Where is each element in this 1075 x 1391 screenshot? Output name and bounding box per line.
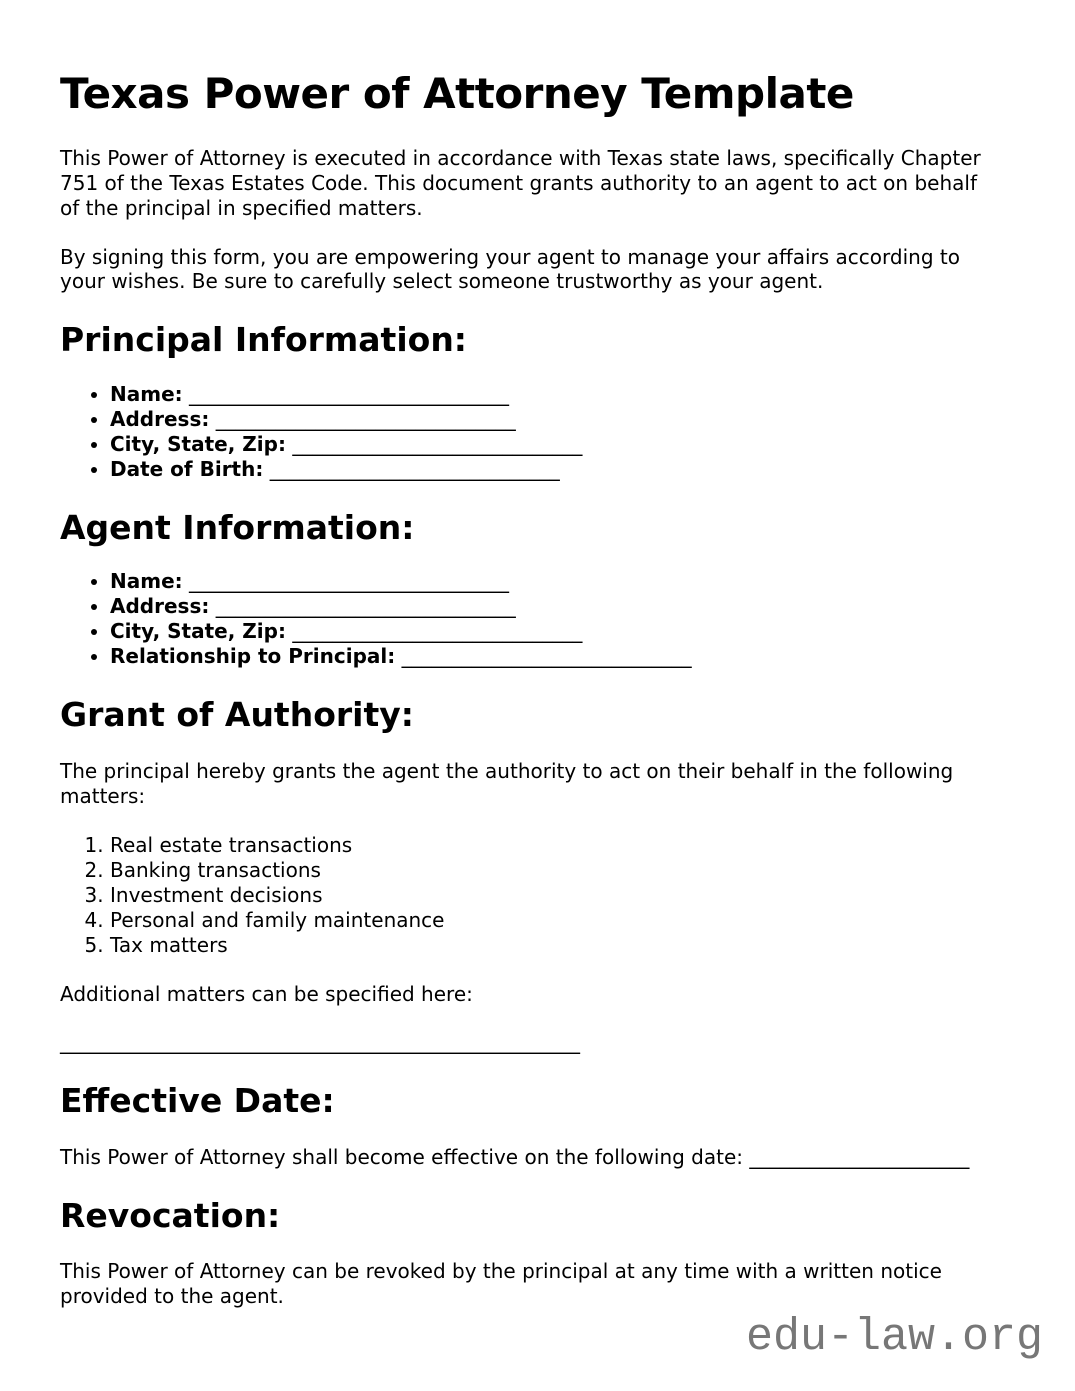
field-label: Name:	[110, 381, 183, 406]
grant-of-authority-heading: Grant of Authority:	[60, 695, 414, 735]
edu-law-watermark: edu-law.org	[745, 1312, 1043, 1363]
principal-city-state-zip-field	[110, 432, 1000, 457]
agent-address-field	[110, 594, 1000, 619]
field-blank-line: _____________________________	[292, 431, 583, 456]
document-title: Texas Power of Attorney Template	[60, 69, 854, 118]
field-label: Relationship to Principal:	[110, 644, 396, 669]
field-label: City, State, Zip:	[110, 431, 286, 456]
additional-matters-label: Additional matters can be specified here:	[60, 981, 473, 1006]
field-label: Date of Birth:	[110, 456, 264, 481]
authority-matter-item: 2. Banking transactions	[110, 858, 1000, 883]
principal-information-heading: Principal Information:	[60, 320, 468, 360]
authority-matter-item: 4. Personal and family maintenance	[110, 908, 1000, 933]
agent-relationship-field	[110, 644, 1000, 669]
agent-name-field	[110, 569, 1000, 594]
additional-matters-blank-line: ____________________________________________________	[60, 1030, 580, 1055]
field-blank-line: ______________________________	[215, 406, 516, 431]
authority-matter-item: 3. Investment decisions	[110, 883, 1000, 908]
principal-fields-list	[60, 382, 1000, 482]
field-label: City, State, Zip:	[110, 619, 286, 644]
principal-date-of-birth-field	[110, 457, 1000, 482]
field-blank-line: _____________________________	[269, 456, 560, 481]
field-blank-line: ______________________________	[215, 594, 516, 619]
field-label: Address:	[110, 406, 210, 431]
agent-city-state-zip-field	[110, 619, 1000, 644]
intro-paragraph-1: This Power of Attorney is executed in accordance with Texas state laws, specifically Chapter 751 of the Texas Estates Code. This document grants authority to an agent to act on behalf of the principal in specified matters.	[60, 146, 981, 220]
authority-matter-item: 5. Tax matters	[110, 933, 1000, 958]
agent-fields-list	[60, 569, 1000, 669]
effective-date-heading: Effective Date:	[60, 1081, 335, 1121]
effective-date-blank-line: ______________________	[749, 1144, 970, 1169]
agent-information-heading: Agent Information:	[60, 507, 415, 547]
principal-name-field	[110, 382, 1000, 407]
authority-matter-item: 1. Real estate transactions	[110, 833, 1000, 858]
field-blank-line: _____________________________	[401, 644, 692, 669]
revocation-heading: Revocation:	[60, 1195, 281, 1235]
field-blank-line: ________________________________	[189, 569, 509, 594]
field-label: Address:	[110, 594, 210, 619]
effective-date-paragraph	[60, 1145, 1000, 1170]
field-label: Name:	[110, 569, 183, 594]
revocation-paragraph: This Power of Attorney can be revoked by the principal at any time with a written notice provided to the agent.	[60, 1259, 942, 1309]
authority-matters-list	[60, 833, 1000, 958]
field-blank-line: ________________________________	[189, 381, 509, 406]
grant-of-authority-intro: The principal hereby grants the agent the authority to act on their behalf in the following matters:	[60, 759, 954, 808]
effective-date-text: This Power of Attorney shall become effective on the following date:	[60, 1144, 744, 1169]
intro-paragraph-2: By signing this form, you are empowering your agent to manage your affairs according to your wishes. Be sure to carefully select someone trustworthy as your agent.	[60, 244, 960, 294]
field-blank-line: _____________________________	[292, 619, 583, 644]
principal-address-field	[110, 407, 1000, 432]
